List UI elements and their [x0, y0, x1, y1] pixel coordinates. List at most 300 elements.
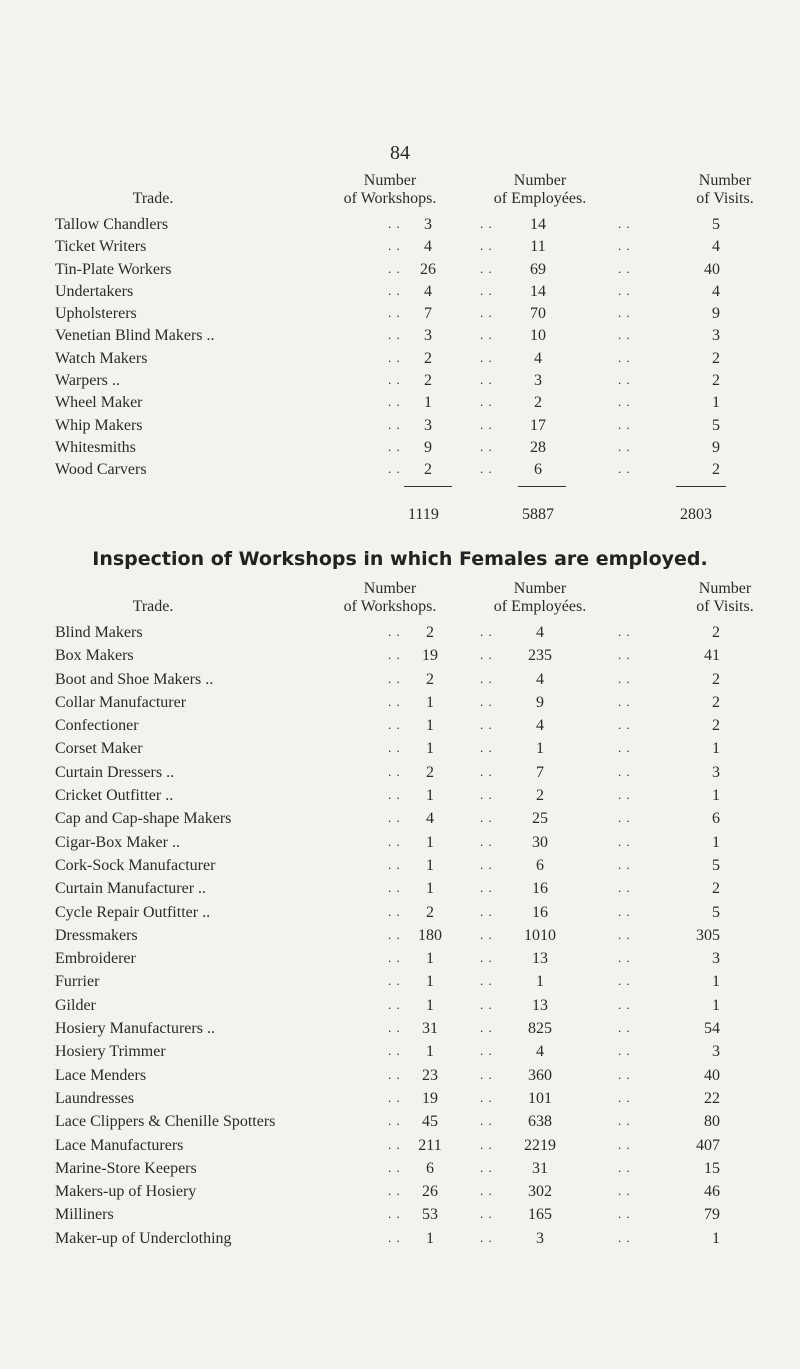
leader-dots: . .	[480, 1020, 493, 1036]
leader-dots: . .	[618, 926, 631, 942]
leader-dots: . .	[480, 1136, 493, 1152]
visits-cell: 2	[712, 372, 720, 390]
leader-dots: . .	[480, 282, 493, 298]
visits-cell: 2	[712, 880, 720, 898]
leader-dots: . .	[388, 833, 401, 849]
trade-cell: Embroiderer	[55, 950, 136, 968]
visits-cell: 22	[704, 1089, 720, 1107]
leader-dots: . .	[618, 810, 631, 826]
leader-dots: . .	[480, 810, 493, 826]
table-row	[0, 259, 800, 281]
employees-cell: 4	[534, 349, 542, 367]
trade-cell: Marine-Store Keepers	[55, 1159, 197, 1177]
visits-cell: 79	[704, 1206, 720, 1224]
visits-cell: 40	[704, 260, 720, 278]
workshops-cell: 1	[426, 717, 434, 735]
table-males	[0, 170, 800, 536]
trade-cell: Lace Clippers & Chenille Spotters	[55, 1113, 276, 1131]
employees-cell: 16	[532, 880, 548, 898]
leader-dots: . .	[480, 238, 493, 254]
leader-dots: . .	[480, 461, 493, 477]
visits-cell: 4	[712, 238, 720, 256]
header-trade: Trade.	[132, 598, 174, 615]
table-body	[0, 622, 800, 1251]
leader-dots: . .	[388, 996, 401, 1012]
table-row	[0, 878, 800, 901]
visits-cell: 5	[712, 856, 720, 874]
leader-dots: . .	[618, 880, 631, 896]
employees-cell: 70	[530, 305, 546, 323]
workshops-cell: 211	[418, 1136, 442, 1154]
leader-dots: . .	[618, 1159, 631, 1175]
workshops-cell: 2	[424, 372, 432, 390]
leader-dots: . .	[388, 305, 401, 321]
table-row	[0, 692, 800, 715]
table-header	[0, 170, 800, 214]
leader-dots: . .	[480, 693, 493, 709]
workshops-cell: 1	[424, 394, 432, 412]
employees-cell: 825	[528, 1020, 552, 1038]
visits-cell: 9	[712, 305, 720, 323]
leader-dots: . .	[618, 950, 631, 966]
trade-cell: Milliners	[55, 1206, 114, 1224]
table-header	[0, 578, 800, 622]
header-visits: Number of Visits.	[696, 580, 754, 615]
employees-cell: 30	[532, 833, 548, 851]
leader-dots: . .	[480, 670, 493, 686]
leader-dots: . .	[618, 1136, 631, 1152]
section-title: Inspection of Workshops in which Females are employed.	[92, 548, 708, 570]
employees-cell: 3	[534, 372, 542, 390]
leader-dots: . .	[480, 1159, 493, 1175]
visits-cell: 15	[704, 1159, 720, 1177]
trade-cell: Warpers ..	[55, 372, 120, 390]
visits-cell: 1	[712, 787, 720, 805]
visits-cell: 80	[704, 1113, 720, 1131]
visits-cell: 54	[704, 1020, 720, 1038]
leader-dots: . .	[480, 950, 493, 966]
leader-dots: . .	[480, 973, 493, 989]
trade-cell: Cap and Cap-shape Makers	[55, 810, 232, 828]
trade-cell: Makers-up of Hosiery	[55, 1183, 197, 1201]
leader-dots: . .	[480, 216, 493, 231]
workshops-cell: 4	[424, 238, 432, 256]
leader-dots: . .	[618, 327, 631, 343]
leader-dots: . .	[618, 670, 631, 686]
rule-employees	[518, 486, 566, 487]
leader-dots: . .	[480, 1043, 493, 1059]
leader-dots: . .	[388, 1159, 401, 1175]
leader-dots: . .	[618, 238, 631, 254]
table-females	[0, 578, 800, 1251]
workshops-cell: 53	[422, 1206, 438, 1224]
visits-cell: 1	[712, 394, 720, 412]
leader-dots: . .	[388, 1020, 401, 1036]
leader-dots: . .	[618, 461, 631, 477]
leader-dots: . .	[618, 833, 631, 849]
table-row	[0, 948, 800, 971]
employees-cell: 4	[536, 670, 544, 688]
leader-dots: . .	[618, 1183, 631, 1199]
employees-cell: 4	[536, 624, 544, 641]
visits-cell: 5	[712, 216, 720, 233]
table-row	[0, 1204, 800, 1227]
leader-dots: . .	[618, 1089, 631, 1105]
table-row	[0, 236, 800, 258]
leader-dots: . .	[618, 305, 631, 321]
table-row	[0, 855, 800, 878]
leader-dots: . .	[388, 880, 401, 896]
visits-cell: 6	[712, 810, 720, 828]
leader-dots: . .	[618, 717, 631, 733]
workshops-cell: 1	[426, 880, 434, 898]
visits-cell: 3	[712, 763, 720, 781]
leader-dots: . .	[618, 647, 631, 663]
leader-dots: . .	[618, 216, 631, 231]
leader-dots: . .	[618, 624, 631, 639]
employees-cell: 2219	[524, 1136, 556, 1154]
leader-dots: . .	[388, 973, 401, 989]
leader-dots: . .	[618, 349, 631, 365]
leader-dots: . .	[480, 880, 493, 896]
leader-dots: . .	[388, 461, 401, 477]
table-row	[0, 738, 800, 761]
visits-cell: 3	[712, 950, 720, 968]
leader-dots: . .	[480, 763, 493, 779]
leader-dots: . .	[388, 260, 401, 276]
leader-dots: . .	[388, 1043, 401, 1059]
leader-dots: . .	[618, 1043, 631, 1059]
leader-dots: . .	[480, 740, 493, 756]
header-employees: Number of Employées.	[493, 172, 587, 207]
leader-dots: . .	[618, 787, 631, 803]
leader-dots: . .	[388, 349, 401, 365]
employees-cell: 235	[528, 647, 552, 665]
employees-cell: 302	[528, 1183, 552, 1201]
leader-dots: . .	[388, 926, 401, 942]
leader-dots: . .	[480, 624, 493, 639]
employees-cell: 25	[532, 810, 548, 828]
leader-dots: . .	[618, 1206, 631, 1222]
trade-cell: Gilder	[55, 996, 96, 1014]
table-row	[0, 303, 800, 325]
visits-cell: 305	[696, 926, 720, 944]
leader-dots: . .	[480, 1066, 493, 1082]
leader-dots: . .	[480, 372, 493, 388]
leader-dots: . .	[618, 693, 631, 709]
rule-visits	[676, 486, 726, 487]
visits-cell: 46	[704, 1183, 720, 1201]
trade-cell: Wheel Maker	[55, 394, 143, 412]
leader-dots: . .	[618, 763, 631, 779]
visits-cell: 5	[712, 903, 720, 921]
workshops-cell: 4	[424, 282, 432, 300]
trade-cell: Lace Menders	[55, 1066, 147, 1084]
visits-cell: 41	[704, 647, 720, 665]
employees-cell: 6	[536, 856, 544, 874]
table-row	[0, 622, 800, 645]
workshops-cell: 2	[426, 903, 434, 921]
employees-cell: 17	[530, 416, 546, 434]
trade-cell: Curtain Dressers ..	[55, 763, 175, 781]
leader-dots: . .	[480, 260, 493, 276]
leader-dots: . .	[618, 260, 631, 276]
leader-dots: . .	[480, 1089, 493, 1105]
table-row	[0, 1111, 800, 1134]
leader-dots: . .	[480, 1229, 493, 1245]
leader-dots: . .	[618, 1113, 631, 1129]
header-trade: Trade.	[132, 190, 174, 207]
leader-dots: . .	[388, 1229, 401, 1245]
leader-dots: . .	[618, 740, 631, 756]
leader-dots: . .	[388, 740, 401, 756]
table-row	[0, 1088, 800, 1111]
leader-dots: . .	[388, 416, 401, 432]
trade-cell: Lace Manufacturers	[55, 1136, 184, 1154]
employees-cell: 13	[532, 996, 548, 1014]
workshops-cell: 180	[418, 926, 442, 944]
leader-dots: . .	[618, 856, 631, 872]
employees-cell: 13	[532, 950, 548, 968]
leader-dots: . .	[388, 810, 401, 826]
trade-cell: Laundresses	[55, 1089, 135, 1107]
workshops-cell: 1	[426, 740, 434, 758]
workshops-cell: 3	[424, 327, 432, 345]
leader-dots: . .	[618, 282, 631, 298]
table-row	[0, 785, 800, 808]
workshops-cell: 2	[426, 624, 434, 641]
visits-cell: 3	[712, 1043, 720, 1061]
header-workshops: Number of Workshops.	[343, 172, 437, 207]
trade-cell: Whip Makers	[55, 416, 143, 434]
workshops-cell: 2	[426, 670, 434, 688]
leader-dots: . .	[618, 438, 631, 454]
table-row	[0, 415, 800, 437]
leader-dots: . .	[388, 624, 401, 639]
trade-cell: Tallow Chandlers	[55, 216, 169, 233]
workshops-cell: 45	[422, 1113, 438, 1131]
workshops-cell: 26	[420, 260, 436, 278]
workshops-cell: 26	[422, 1183, 438, 1201]
table-row	[0, 1135, 800, 1158]
workshops-cell: 23	[422, 1066, 438, 1084]
leader-dots: . .	[618, 973, 631, 989]
workshops-cell: 1	[426, 1043, 434, 1061]
employees-cell: 4	[536, 1043, 544, 1061]
visits-cell: 1	[712, 740, 720, 758]
leader-dots: . .	[618, 1020, 631, 1036]
table-row	[0, 971, 800, 994]
visits-cell: 1	[712, 1229, 720, 1247]
total-visits: 2803	[680, 505, 712, 523]
table-row	[0, 1018, 800, 1041]
employees-cell: 1	[536, 973, 544, 991]
leader-dots: . .	[388, 394, 401, 410]
trade-cell: Wood Carvers	[55, 461, 147, 479]
employees-cell: 1010	[524, 926, 556, 944]
workshops-cell: 2	[426, 763, 434, 781]
leader-dots: . .	[388, 647, 401, 663]
trade-cell: Collar Manufacturer	[55, 693, 187, 711]
leader-dots: . .	[480, 903, 493, 919]
employees-cell: 360	[528, 1066, 552, 1084]
trade-cell: Cork-Sock Manufacturer	[55, 856, 216, 874]
leader-dots: . .	[388, 717, 401, 733]
leader-dots: . .	[480, 833, 493, 849]
leader-dots: . .	[388, 372, 401, 388]
leader-dots: . .	[388, 670, 401, 686]
workshops-cell: 4	[426, 810, 434, 828]
leader-dots: . .	[480, 305, 493, 321]
table-row	[0, 1065, 800, 1088]
workshops-cell: 1	[426, 787, 434, 805]
employees-cell: 7	[536, 763, 544, 781]
leader-dots: . .	[618, 996, 631, 1012]
visits-cell: 2	[712, 693, 720, 711]
trade-cell: Box Makers	[55, 647, 134, 665]
employees-cell: 14	[530, 282, 546, 300]
workshops-cell: 7	[424, 305, 432, 323]
trade-cell: Hosiery Manufacturers ..	[55, 1020, 215, 1038]
leader-dots: . .	[480, 416, 493, 432]
employees-cell: 31	[532, 1159, 548, 1177]
visits-cell: 9	[712, 438, 720, 456]
employees-cell: 6	[534, 461, 542, 479]
visits-cell: 2	[712, 670, 720, 688]
visits-cell: 4	[712, 282, 720, 300]
table-row	[0, 214, 800, 236]
workshops-cell: 1	[426, 950, 434, 968]
totals-row	[0, 505, 800, 536]
leader-dots: . .	[480, 1206, 493, 1222]
table-row	[0, 325, 800, 347]
trade-cell: Curtain Manufacturer ..	[55, 880, 207, 898]
leader-dots: . .	[618, 903, 631, 919]
table-row	[0, 392, 800, 414]
visits-cell: 2	[712, 349, 720, 367]
table-row	[0, 902, 800, 925]
table-row	[0, 459, 800, 481]
table-row	[0, 832, 800, 855]
table-row	[0, 925, 800, 948]
visits-cell: 5	[712, 416, 720, 434]
employees-cell: 14	[530, 216, 546, 233]
workshops-cell: 1	[426, 996, 434, 1014]
table-row	[0, 1158, 800, 1181]
table-row	[0, 1181, 800, 1204]
leader-dots: . .	[618, 372, 631, 388]
header-workshops: Number of Workshops.	[343, 580, 437, 615]
workshops-cell: 2	[424, 349, 432, 367]
employees-cell: 165	[528, 1206, 552, 1224]
trade-cell: Furrier	[55, 973, 100, 991]
leader-dots: . .	[388, 787, 401, 803]
employees-cell: 16	[532, 903, 548, 921]
table-row	[0, 1041, 800, 1064]
leader-dots: . .	[388, 950, 401, 966]
visits-cell: 1	[712, 973, 720, 991]
leader-dots: . .	[480, 1183, 493, 1199]
table-row	[0, 281, 800, 303]
workshops-cell: 3	[424, 216, 432, 233]
leader-dots: . .	[480, 647, 493, 663]
workshops-cell: 31	[422, 1020, 438, 1038]
trade-cell: Blind Makers	[55, 624, 143, 641]
leader-dots: . .	[388, 1183, 401, 1199]
leader-dots: . .	[388, 327, 401, 343]
table-row	[0, 762, 800, 785]
workshops-cell: 19	[422, 1089, 438, 1107]
leader-dots: . .	[618, 416, 631, 432]
trade-cell: Undertakers	[55, 282, 134, 300]
employees-cell: 4	[536, 717, 544, 735]
employees-cell: 1	[536, 740, 544, 758]
employees-cell: 11	[530, 238, 546, 256]
trade-cell: Cigar-Box Maker ..	[55, 833, 180, 851]
leader-dots: . .	[618, 1229, 631, 1245]
trade-cell: Upholsterers	[55, 305, 137, 323]
employees-cell: 2	[536, 787, 544, 805]
visits-cell: 2	[712, 624, 720, 641]
leader-dots: . .	[388, 1113, 401, 1129]
leader-dots: . .	[388, 693, 401, 709]
leader-dots: . .	[388, 1066, 401, 1082]
workshops-cell: 1	[426, 973, 434, 991]
leader-dots: . .	[480, 394, 493, 410]
trade-cell: Boot and Shoe Makers ..	[55, 670, 214, 688]
visits-cell: 407	[696, 1136, 720, 1154]
trade-cell: Corset Maker	[55, 740, 143, 758]
employees-cell: 638	[528, 1113, 552, 1131]
leader-dots: . .	[480, 349, 493, 365]
leader-dots: . .	[480, 856, 493, 872]
visits-cell: 3	[712, 327, 720, 345]
workshops-cell: 2	[424, 461, 432, 479]
trade-cell: Hosiery Trimmer	[55, 1043, 166, 1061]
workshops-cell: 1	[426, 1229, 434, 1247]
total-employees: 5887	[522, 505, 554, 523]
table-row	[0, 437, 800, 459]
visits-cell: 1	[712, 996, 720, 1014]
trade-cell: Whitesmiths	[55, 438, 136, 456]
leader-dots: . .	[618, 1066, 631, 1082]
leader-dots: . .	[388, 238, 401, 254]
leader-dots: . .	[388, 763, 401, 779]
trade-cell: Tin-Plate Workers	[55, 260, 172, 278]
trade-cell: Dressmakers	[55, 926, 138, 944]
table-row	[0, 348, 800, 370]
leader-dots: . .	[480, 1113, 493, 1129]
trade-cell: Watch Makers	[55, 349, 148, 367]
workshops-cell: 1	[426, 856, 434, 874]
visits-cell: 2	[712, 717, 720, 735]
leader-dots: . .	[388, 1136, 401, 1152]
leader-dots: . .	[480, 926, 493, 942]
page-number: 84	[390, 142, 410, 164]
table-row	[0, 808, 800, 831]
header-visits: Number of Visits.	[696, 172, 754, 207]
table-row	[0, 370, 800, 392]
header-employees: Number of Employées.	[493, 580, 587, 615]
visits-cell: 1	[712, 833, 720, 851]
table-row	[0, 669, 800, 692]
leader-dots: . .	[388, 856, 401, 872]
employees-cell: 9	[536, 693, 544, 711]
leader-dots: . .	[388, 1089, 401, 1105]
employees-cell: 3	[536, 1229, 544, 1247]
workshops-cell: 19	[422, 647, 438, 665]
workshops-cell: 1	[426, 833, 434, 851]
